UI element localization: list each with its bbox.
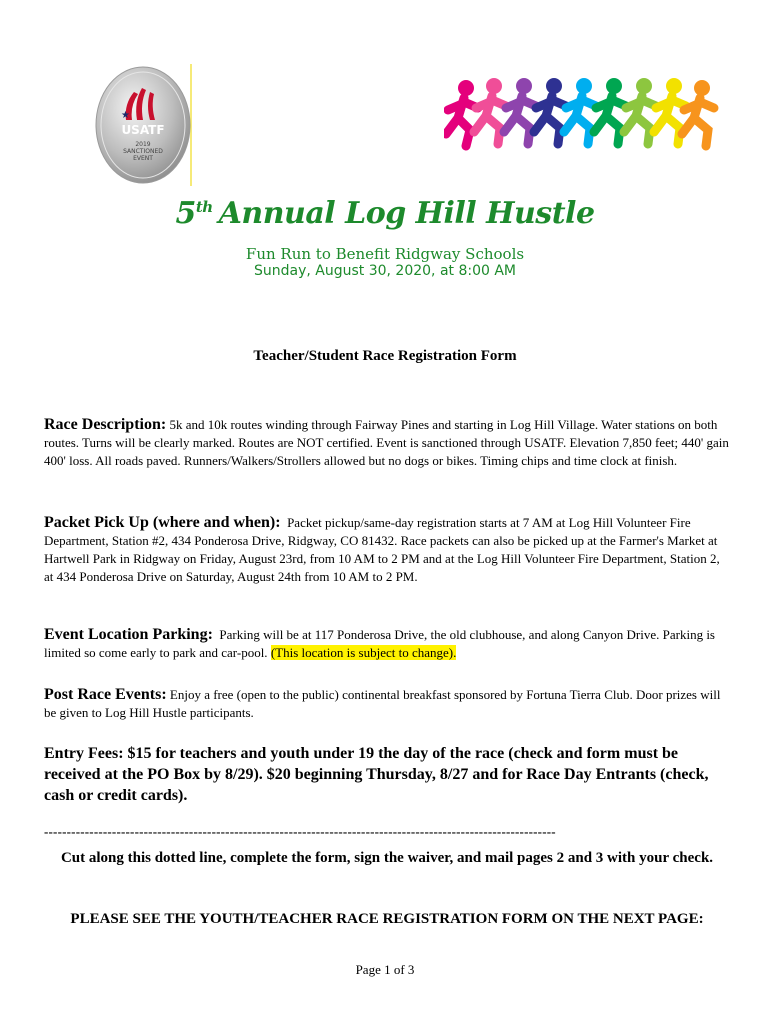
- event-title: [0, 196, 770, 231]
- form-title: Teacher/Student Race Registration Form: [253, 348, 517, 364]
- svg-text:★: ★: [121, 110, 130, 121]
- logo-line2: EVENT: [133, 155, 153, 162]
- logo-text: USATF: [121, 123, 165, 137]
- parking-heading: Event Location Parking:: [44, 626, 213, 643]
- post-race-heading: Post Race Events:: [44, 686, 167, 703]
- usatf-sanctioned-logo: [94, 64, 192, 186]
- logo-year: 2019: [135, 141, 151, 148]
- packet-pickup-text: Packet pickup/same-day registration starts at 7 AM at Log Hill Volunteer Fire Department, Station #2, 434 Ponderosa Drive, Ridgway, CO 81432. Race packets can also be picked up at the Farmer's Market at Hartwell Park in Ridgway on Friday, August 23rd, from 10 AM to 2 PM and at the Log Hill Volunteer Fire Department, Station 2, at 434 Ponderosa Drive on Saturday, August 24th from 10 AM to 2 PM.: [44, 515, 720, 584]
- subtitle-date: Sunday, August 30, 2020, at 8:00 AM: [253, 263, 517, 279]
- race-description-text: 5k and 10k routes winding through Fairway Pines and starting in Log Hill Village. Water stations on both routes. Turns will be clearly marked. Routes are NOT certified. Event is sanctioned through USATF. Elevation 7,850 feet; 440' gain 400' loss. All roads paved. Runners/Walkers/Strollers allowed but no dogs or bikes. Timing chips and time clock at finish.: [44, 417, 729, 468]
- race-description-heading: Race Description:: [44, 416, 167, 433]
- parking-highlight: (This location is subject to change).: [270, 645, 457, 660]
- event-parking: [44, 626, 730, 662]
- packet-pickup: [44, 514, 730, 586]
- title-ordinal: 5: [175, 196, 196, 231]
- title-ordinal-suffix: th: [195, 198, 213, 216]
- runners-graphic: [444, 72, 720, 152]
- packet-pickup-heading: Packet Pick Up (where and when):: [44, 514, 281, 531]
- parking-text: Parking will be at 117 Ponderosa Drive, the old clubhouse, and along Canyon Drive. Parking is limited so come early to park and car-pool.: [44, 627, 715, 660]
- race-description: [44, 416, 730, 470]
- logo-line1: SANCTIONED: [123, 148, 163, 155]
- cut-instructions: Cut along this dotted line, complete the form, sign the waiver, and mail pages 2 and 3 with your check.: [60, 850, 714, 866]
- post-race-text: Enjoy a free (open to the public) continental breakfast sponsored by Fortuna Tierra Club. Door prizes will be given to Log Hill Hustle participants.: [44, 687, 721, 720]
- entry-fees: Entry Fees: $15 for teachers and youth under 19 the day of the race (check and form must be received at the PO Box by 8/29). $20 beginning Thursday, 8/27 and for Race Day Entrants (check, cash or credit cards).: [44, 745, 709, 804]
- post-race-events: [44, 686, 730, 722]
- subtitle-benefit: Fun Run to Benefit Ridgway Schools: [245, 245, 525, 263]
- see-next-page-notice: PLEASE SEE THE YOUTH/TEACHER RACE REGISTRATION FORM ON THE NEXT PAGE:: [70, 911, 704, 927]
- title-text: Annual Log Hill Hustle: [218, 196, 595, 231]
- page-number: Page 1 of 3: [355, 962, 415, 977]
- cut-dotted-line: -----------------------------------------------------------------------------------------------------------------: [44, 824, 556, 839]
